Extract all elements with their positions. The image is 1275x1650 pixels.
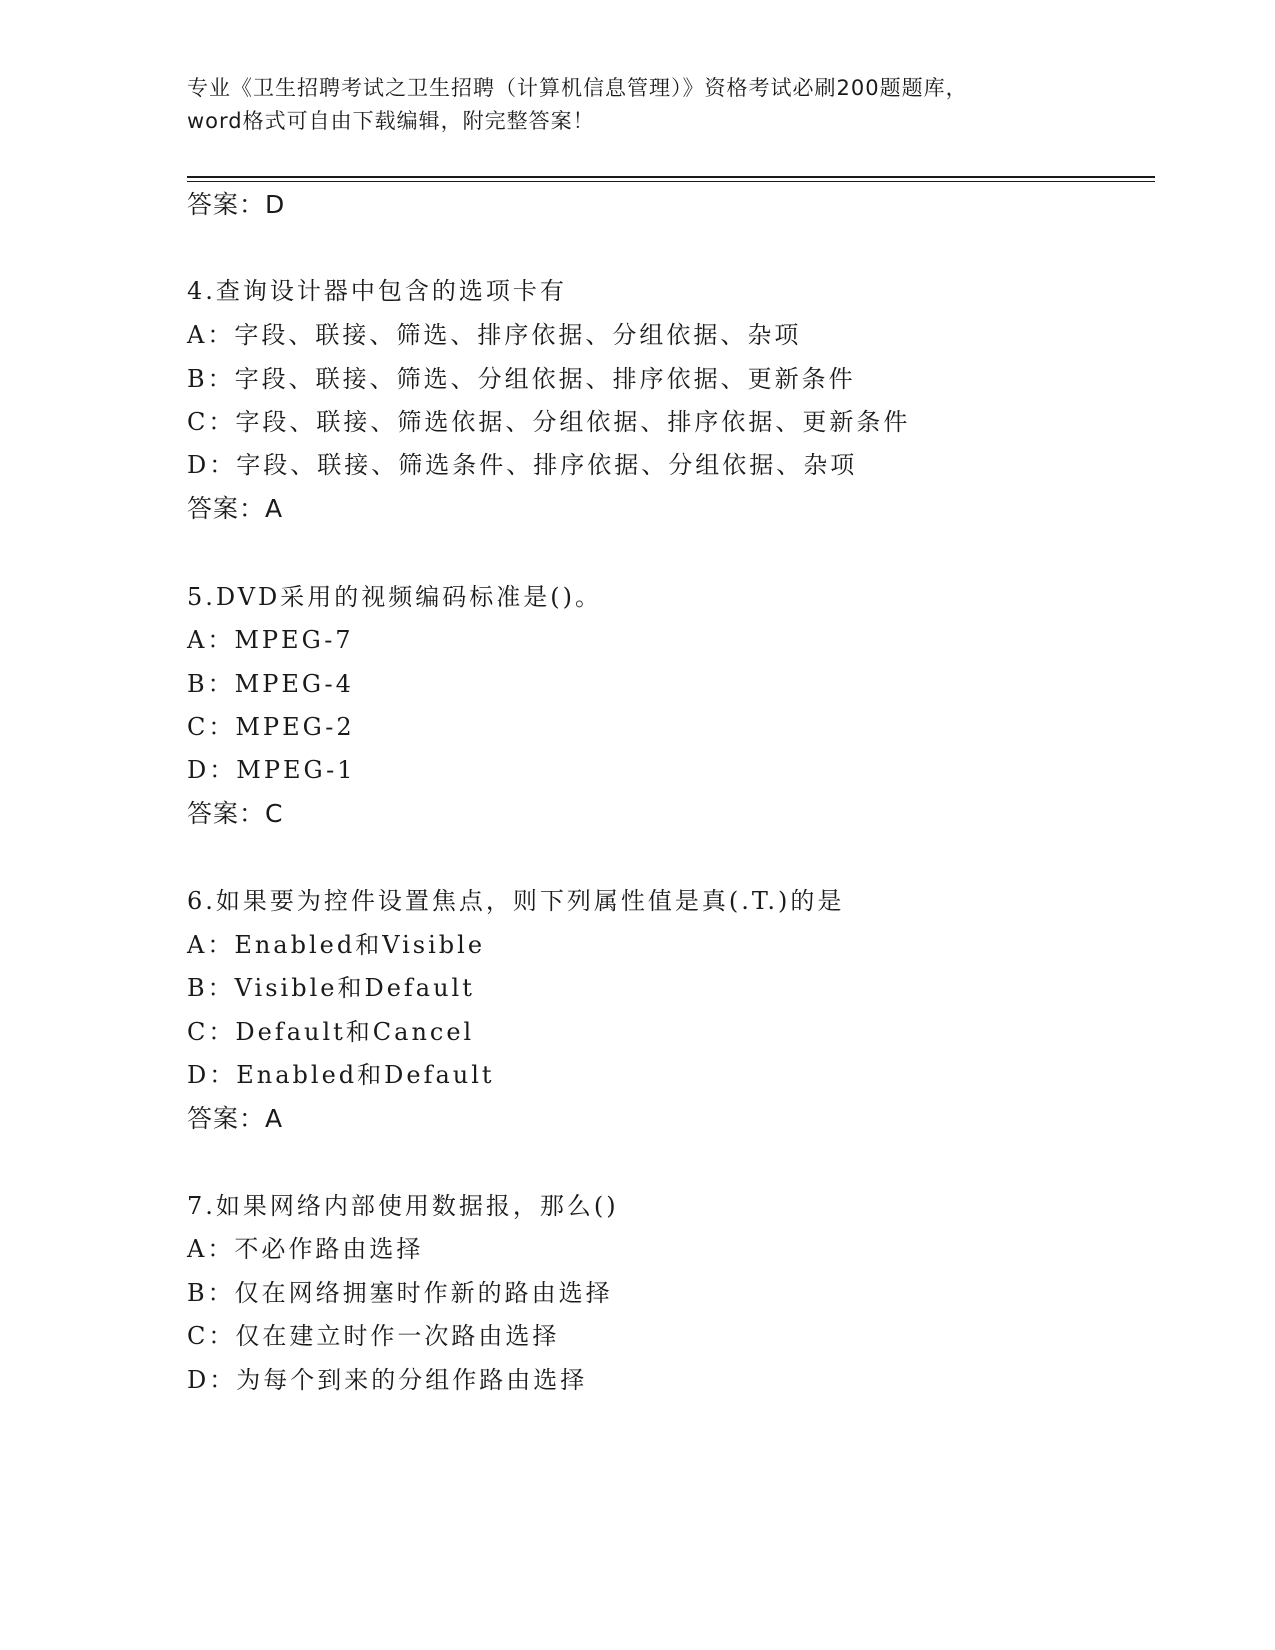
header-line-1: 专业《卫生招聘考试之卫生招聘（计算机信息管理）》资格考试必刷200题题库，	[187, 76, 968, 100]
answer-q3: 答案：D	[187, 190, 286, 219]
question-6-option-b: B：Visible和Default	[187, 974, 475, 1002]
question-6-option-c: C：Default和Cancel	[187, 1018, 475, 1046]
header-divider-thin	[187, 181, 1155, 182]
question-6-answer: 答案：A	[187, 1104, 284, 1133]
question-6-option-d: D：Enabled和Default	[187, 1061, 495, 1089]
question-7-option-d: D：为每个到来的分组作路由选择	[187, 1366, 588, 1394]
question-6-option-a: A：Enabled和Visible	[187, 931, 486, 959]
question-7-option-c: C：仅在建立时作一次路由选择	[187, 1322, 560, 1350]
question-5-option-d: D：MPEG-1	[187, 756, 356, 784]
question-5-option-c: C：MPEG-2	[187, 713, 355, 741]
question-5-stem: 5.DVD采用的视频编码标准是()。	[187, 583, 603, 611]
question-5-option-b: B：MPEG-4	[187, 670, 354, 698]
question-4-stem: 4.查询设计器中包含的选项卡有	[187, 277, 567, 305]
question-4-option-d: D：字段、联接、筛选条件、排序依据、分组依据、杂项	[187, 451, 858, 479]
header-divider-thick	[187, 176, 1155, 178]
question-7-option-a: A：不必作路由选择	[187, 1235, 424, 1263]
question-5-answer: 答案：C	[187, 799, 284, 828]
question-4-option-c: C：字段、联接、筛选依据、分组依据、排序依据、更新条件	[187, 408, 911, 436]
question-5-option-a: A：MPEG-7	[187, 626, 354, 654]
question-7-stem: 7.如果网络内部使用数据报，那么()	[187, 1192, 619, 1220]
question-7-option-b: B：仅在网络拥塞时作新的路由选择	[187, 1279, 613, 1307]
document-header	[187, 72, 1087, 138]
question-4-option-b: B：字段、联接、筛选、分组依据、排序依据、更新条件	[187, 365, 856, 393]
header-line-2: word格式可自由下载编辑，附完整答案！	[187, 109, 595, 133]
question-6-stem: 6.如果要为控件设置焦点，则下列属性值是真(.T.)的是	[187, 887, 845, 915]
question-4-answer: 答案：A	[187, 494, 284, 523]
question-4-option-a: A：字段、联接、筛选、排序依据、分组依据、杂项	[187, 321, 802, 349]
